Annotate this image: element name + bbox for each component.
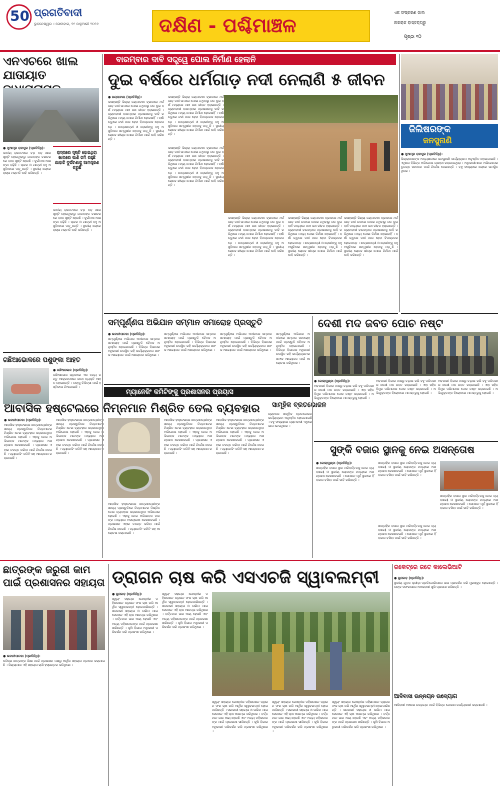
mid1-dateline: ● ଭବାନୀପାଟଣା (ପ୍ରତିନିଧି):	[108, 332, 146, 336]
paper-name: ପ୍ରଗତିବାଦୀ	[34, 8, 83, 19]
right1-headline-sub: ଜନସୁନାଣି	[423, 136, 452, 145]
crowd-shape	[401, 84, 498, 120]
right-story-1	[401, 54, 498, 310]
bot1-photo	[3, 596, 105, 650]
farmer-3	[330, 642, 342, 690]
lead-headline: ଦୁଇ ବର୍ଷରେ ଧର୍ମଗାଡ଼ ନଦୀ ନେଲାଣି ୫ ଜୀବନ	[108, 70, 385, 89]
tree-line	[224, 95, 398, 123]
bot2-dateline: ● ଜୁନାଗଡ଼ (ପ୍ରତିନିଧି):	[112, 592, 143, 596]
mid1-body-a: ସମ୍ପୂର୍ଣ୍ଣତା ଅଭିଯାନ ଅଧୀନରେ ସମ୍ମାନ ସମାରୋହ ପାଇଁ ପ୍ରସ୍ତୁତି ବୈଠକ ଅନୁଷ୍ଠିତ ହୋଇଯାଇଛି । ବିଭିନ୍ନ ବିଭାଗର ଅଧିକାରୀ ଉପସ୍ଥିତ ରହି କାର୍ଯ୍ୟକ୍ରମର ସଫଳ ଆୟୋଜନ ପାଇଁ ଆଲୋଚନା କରିଥିଲେ ।	[108, 337, 162, 358]
mid1-body-d: ସମ୍ପୂର୍ଣ୍ଣତା ଅଭିଯାନ ଅଧୀନରେ ସମ୍ମାନ ସମାରୋହ ପାଇଁ ପ୍ରସ୍ତୁତି ବୈଠକ ଅନୁଷ୍ଠିତ ହୋଇଯାଇଛି । ବିଭିନ୍ନ ବିଭାଗର ଅଧିକାରୀ ଉପସ୍ଥିତ ରହି କାର୍ଯ୍ୟକ୍ରମର ସଫଳ ଆୟୋଜନ ପାଇଁ ଆଲୋଚନା କରିଥିଲେ ।	[276, 332, 312, 365]
person-2	[354, 139, 361, 171]
left2-body: ଗଛିଆଭୋଳ ଗ୍ରାମରେ ଏକ ବନ୍ୟ ଜନ୍ତୁ ଆକ୍ରମଣରେ ଜଣେ ବ୍ୟକ୍ତି ଆହତ ହୋଇଛନ୍ତି । ତାଙ୍କୁ ଚିକିତ୍ସା ପାଇଁ ହସ୍ପିଟାଲ ନିଆଯାଇଛି ।	[53, 373, 101, 390]
bot2-body-e: ସ୍ୱୟଂ ସହାୟକ ଗୋଷ୍ଠୀର ମହିଳାମାନେ ଡ୍ରାଗନ ଫଳ ଚାଷ କରି ଆର୍ଥିକ ସ୍ୱାବଲମ୍ବୀ ହୋଇପାରିଛନ୍ତି । ସରକାରୀ ସହାୟତା ଓ ତାଲିମ ପାଇ ସେମାନେ ଏହି ଚାଷ ଆରମ୍ଭ କରିଥିଲେ । ବର୍ତ୍ତମାନ ଭଲ ଆୟ ହେଉଛି ଏବଂ ଅନ୍ୟ ମହିଳାମାନଙ୍କ ପାଇଁ ପ୍ରେରଣା ସାଜିଛନ୍ତି । କୃଷି ବିଭାଗ ଅଧିକାରୀ ପରିଦର୍ଶନ କରି ପ୍ରଶଂସା କରିଥିଲେ ।	[332, 700, 392, 729]
col-rule-d	[108, 564, 109, 786]
mid1-body-b: ସମ୍ପୂର୍ଣ୍ଣତା ଅଭିଯାନ ଅଧୀନରେ ସମ୍ମାନ ସମାରୋହ ପାଇଁ ପ୍ରସ୍ତୁତି ବୈଠକ ଅନୁଷ୍ଠିତ ହୋଇଯାଇଛି । ବିଭିନ୍ନ ବିଭାଗର ଅଧିକାରୀ ଉପସ୍ଥିତ ରହି କାର୍ଯ୍ୟକ୍ରମର ସଫଳ ଆୟୋଜନ ପାଇଁ ଆଲୋଚନା କରିଥିଲେ ।	[164, 332, 218, 353]
lead-body-col1: କଳାହାଣ୍ଡି ଜିଲ୍ଲା ଜୟପାଟଣା ବ୍ଲକରେ ଧର୍ମଗାଡ଼ ନଦୀ ଉପରେ ପୋଲ ନଥିବାରୁ ଗତ ଦୁଇ ବର୍ଷ ମଧ୍ୟରେ ପାଞ୍ଚ ଜଣ ଜୀବନ ହରାଇଛନ୍ତି । ଗ୍ରାମବାସୀ ବାରମ୍ବାର ପ୍ରଶାସନକୁ ଦାବି କରିଥିଲେ ମଧ୍ୟ ପୋଲ ନିର୍ମାଣ ହୋଇନାହିଁ । ବର୍ଷା ଋତୁରେ ନଦୀ ପାର ହେବା ବିପଜ୍ଜନକ ହୋଇପଡ଼େ । ଛାତ୍ରଛାତ୍ରୀ ଓ ରୋଗୀଙ୍କୁ ବହୁ ଅସୁବିଧାର ସମ୍ମୁଖୀନ ହେବାକୁ ପଡ଼ୁଛି । ସ୍ଥାନୀୟ ଲୋକେ ଶୀଘ୍ର ପୋଲ ନିର୍ମାଣ ପାଇଁ ଦାବି କରିଛନ୍ତି ।	[108, 100, 166, 141]
mid2-body-a: ଅବକାରୀ ବିଭାଗ ପକ୍ଷରୁ ଚଢ଼ାଉ କରି ବହୁ ପରିମାଣର ଦେଶୀ ମଦ ଜବତ କରାଯାଇଛି । ଏହା ସହିତ ବିପୁଳ ପରିମାଣର ପୋଚ ନଷ୍ଟ କରାଯାଇଛି । ଅଭିଯୁକ୍ତଙ୍କ ବିରୋଧରେ ମାମଲା ରୁଜୁ ହୋଇଛି ।	[314, 384, 376, 401]
mid3-body-a: ଆବାସିକ ହଷ୍ଟେଲରେ ଛାତ୍ରଛାତ୍ରୀଙ୍କ ଖାଦ୍ୟ ପ୍ରସ୍ତୁତିରେ ନିମ୍ନମାନର ମିଶ୍ରିତ ତେଲ ବ୍ୟବହାର କରାଯାଉଥିବା ଅଭିଯୋଗ ହୋଇଛି । ଏହାକୁ ନେଇ ଅଭିଭାବକ ମାନଙ୍କ ମଧ୍ୟରେ ଅସନ୍ତୋଷ ଦେଖାଦେଇଛି । ପ୍ରଶାସନ ଏହାର ତଦନ୍ତ କରିବା ପାଇଁ ନିର୍ଦ୍ଦେଶ ଦେଇଛି । ମ୍ୟାନେଜିଂ କମିଟି ସହ ଆଲୋଚନା କରାଯାଇଛି ।	[4, 423, 54, 460]
left-rule-1	[3, 352, 101, 353]
mid5-body-c: ସାପ୍ତାହିକ ବଜାର ସ୍ଥାନ ପରିବର୍ତ୍ତନକୁ ନେଇ ବ୍ୟବସାୟୀ ଓ ସ୍ଥାନୀୟ ଲୋକଙ୍କ ମଧ୍ୟରେ ଅସନ୍ତୋଷ ଦେଖାଦେଇଛି । ସେମାନେ ପୂର୍ବ ସ୍ଥାନରେ ହିଁ ବଜାର ବସିବା ପାଇଁ ଦାବି କରିଛନ୍ତି ।	[440, 494, 500, 511]
mid2-body-b: ଅବକାରୀ ବିଭାଗ ପକ୍ଷରୁ ଚଢ଼ାଉ କରି ବହୁ ପରିମାଣର ଦେଶୀ ମଦ ଜବତ କରାଯାଇଛି । ଏହା ସହିତ ବିପୁଳ ପରିମାଣର ପୋଚ ନଷ୍ଟ କରାଯାଇଛି । ଅଭିଯୁକ୍ତଙ୍କ ବିରୋଧରେ ମାମଲା ରୁଜୁ ହୋଇଛି ।	[376, 379, 438, 396]
bot1-body: ଦରିଦ୍ର ଛାତ୍ରଙ୍କ ଶିକ୍ଷା ପାଇଁ ପ୍ରଶାସନ ପକ୍ଷରୁ ଆର୍ଥିକ ସହାୟତା ପ୍ରଦାନ କରାଯାଇଛି । ଜିଲ୍ଲାପାଳ ଏହି ସହାୟତା ରାଶି ହସ୍ତାନ୍ତର କରିଥିଲେ ।	[3, 659, 105, 668]
bot3-dateline: ● ଜୁନାଗଡ଼ (ପ୍ରତିନିଧି):	[394, 576, 425, 580]
patient-shape	[11, 384, 41, 394]
mid-rule-5	[314, 441, 498, 442]
left1-body-2: ଜାତୀୟ ରାଜପଥରେ ବଡ଼ ବଡ଼ ଖାଲ ସୃଷ୍ଟି ହୋଇଥିବାରୁ ଯାନବାହନ ଚଳାଚଳରେ ବାଧା ସୃଷ୍ଟି ହେଉଛି । ଦୁର୍ଘଟଣା ଆଶଙ୍କା ବଢ଼ିଛି । ଚାଳକ ଓ ଯାତ୍ରୀ ବହୁ ଅସୁବିଧାରେ ପଡ଼ୁଛନ୍ତି । ସ୍ଥାନୀୟ ଲୋକେ ରାସ୍ତା ମରାମତି ଦାବି କରିଛନ୍ତି ।	[53, 208, 101, 233]
bottom-rule	[0, 560, 500, 561]
mid3-kicker-bar	[104, 387, 310, 397]
col-rule-b	[399, 54, 400, 312]
masthead	[0, 0, 500, 52]
mid5-body-d: ସାପ୍ତାହିକ ବଜାର ସ୍ଥାନ ପରିବର୍ତ୍ତନକୁ ନେଇ ବ୍ୟବସାୟୀ ଓ ସ୍ଥାନୀୟ ଲୋକଙ୍କ ମଧ୍ୟରେ ଅସନ୍ତୋଷ ଦେଖାଦେଇଛି । ସେମାନେ ପୂର୍ବ ସ୍ଥାନରେ ହିଁ ବଜାର ବସିବା ପାଇଁ ଦାବି କରିଛନ୍ତି ।	[378, 524, 438, 541]
date-line: ଭୁବନେଶ୍ୱର । ସୋମବାର, ୧୯ ଜାନୁଆରୀ ୨୦୨୬	[34, 22, 99, 26]
bowl-shape	[116, 466, 152, 492]
lead-body-col2b: କଳାହାଣ୍ଡି ଜିଲ୍ଲା ଜୟପାଟଣା ବ୍ଲକରେ ଧର୍ମଗାଡ଼ ନଦୀ ଉପରେ ପୋଲ ନଥିବାରୁ ଗତ ଦୁଇ ବର୍ଷ ମଧ୍ୟରେ ପାଞ୍ଚ ଜଣ ଜୀବନ ହରାଇଛନ୍ତି । ଗ୍ରାମବାସୀ ବାରମ୍ବାର ପ୍ରଶାସନକୁ ଦାବି କରିଥିଲେ ମଧ୍ୟ ପୋଲ ନିର୍ମାଣ ହୋଇନାହିଁ । ବର୍ଷା ଋତୁରେ ନଦୀ ପାର ହେବା ବିପଜ୍ଜନକ ହୋଇପଡ଼େ । ଛାତ୍ରଛାତ୍ରୀ ଓ ରୋଗୀଙ୍କୁ ବହୁ ଅସୁବିଧାର ସମ୍ମୁଖୀନ ହେବାକୁ ପଡ଼ୁଛି । ସ୍ଥାନୀୟ ଲୋକେ ଶୀଘ୍ର ପୋଲ ନିର୍ମାଣ ପାଇଁ ଦାବି କରିଛନ୍ତି ।	[168, 146, 224, 187]
right1-dateline: ● ଥୁଆମୂଳ ରାମପୁର (ପ୍ରତିନିଧି):	[401, 152, 443, 156]
mid2-headline: ଦେଶୀ ମଦ ଜବତ ପୋଚ ନଷ୍ଟ	[318, 317, 444, 330]
lead-rule	[104, 313, 398, 314]
left-story-1	[3, 54, 101, 350]
mid4-body-a: ଗ୍ରାମରେ ସାମୂହିକ ବ୍ରତଭୋଜନ କାର୍ଯ୍ୟକ୍ରମ ଅନୁଷ୍ଠିତ ହୋଇଯାଇଛି । ବହୁ ସଂଖ୍ୟାରେ ଗ୍ରାମବାସୀ ଏଥିରେ ଭାଗ ନେଇଥିଲେ ।	[268, 412, 312, 429]
bot2-body-d: ସ୍ୱୟଂ ସହାୟକ ଗୋଷ୍ଠୀର ମହିଳାମାନେ ଡ୍ରାଗନ ଫଳ ଚାଷ କରି ଆର୍ଥିକ ସ୍ୱାବଲମ୍ବୀ ହୋଇପାରିଛନ୍ତି । ସରକାରୀ ସହାୟତା ଓ ତାଲିମ ପାଇ ସେମାନେ ଏହି ଚାଷ ଆରମ୍ଭ କରିଥିଲେ । ବର୍ତ୍ତମାନ ଭଲ ଆୟ ହେଉଛି ଏବଂ ଅନ୍ୟ ମହିଳାମାନଙ୍କ ପାଇଁ ପ୍ରେରଣା ସାଜିଛନ୍ତି । କୃଷି ବିଭାଗ ଅଧିକାରୀ ପରିଦର୍ଶନ କରି ପ୍ରଶଂସା କରିଥିଲେ ।	[272, 700, 330, 733]
page-number: ପୃଷ୍ଠା ୧୦	[404, 35, 422, 40]
mid5-dateline: ● ଗୋଲାମୁଣ୍ଡା (ପ୍ରତିନିଧି):	[316, 461, 353, 465]
right1-headline-box	[401, 124, 498, 148]
bot3-sub: ଆଦିବାସୀ ଉନ୍ନୟନ ଉଦ୍ୟୋଗ	[394, 694, 458, 700]
section-banner	[152, 10, 370, 42]
bot1-people	[11, 610, 97, 650]
mid4-headline: ସାମୂହିକ ବ୍ରତଭୋଜନ	[272, 401, 327, 409]
district-text: ନାଗରାକ ବାସ୍ତବ୍ୟରୁ	[394, 20, 426, 25]
edition-text: ଏକ ସଂସ୍କରଣ ଜାଲ	[394, 10, 425, 15]
lead-flood-photo	[224, 95, 398, 213]
logo-number: 50	[10, 9, 30, 25]
mid1-body-c: ସମ୍ପୂର୍ଣ୍ଣତା ଅଭିଯାନ ଅଧୀନରେ ସମ୍ମାନ ସମାରୋହ ପାଇଁ ପ୍ରସ୍ତୁତି ବୈଠକ ଅନୁଷ୍ଠିତ ହୋଇଯାଇଛି । ବିଭିନ୍ନ ବିଭାଗର ଅଧିକାରୀ ଉପସ୍ଥିତ ରହି କାର୍ଯ୍ୟକ୍ରମର ସଫଳ ଆୟୋଜନ ପାଇଁ ଆଲୋଚନା କରିଥିଲେ ।	[220, 332, 274, 353]
mid5-market-photo	[440, 461, 498, 491]
masthead-rule	[0, 50, 500, 52]
oil-tin-shape	[118, 422, 150, 452]
bot2-body-a: ସ୍ୱୟଂ ସହାୟକ ଗୋଷ୍ଠୀର ମହିଳାମାନେ ଡ୍ରାଗନ ଫଳ ଚାଷ କରି ଆର୍ଥିକ ସ୍ୱାବଲମ୍ବୀ ହୋଇପାରିଛନ୍ତି । ସରକାରୀ ସହାୟତା ଓ ତାଲିମ ପାଇ ସେମାନେ ଏହି ଚାଷ ଆରମ୍ଭ କରିଥିଲେ । ବର୍ତ୍ତମାନ ଭଲ ଆୟ ହେଉଛି ଏବଂ ଅନ୍ୟ ମହିଳାମାନଙ୍କ ପାଇଁ ପ୍ରେରଣା ସାଜିଛନ୍ତି । କୃଷି ବିଭାଗ ଅଧିକାରୀ ପରିଦର୍ଶନ କରି ପ୍ରଶଂସା କରିଥିଲେ ।	[112, 597, 160, 634]
bot2-body-c: ସ୍ୱୟଂ ସହାୟକ ଗୋଷ୍ଠୀର ମହିଳାମାନେ ଡ୍ରାଗନ ଫଳ ଚାଷ କରି ଆର୍ଥିକ ସ୍ୱାବଲମ୍ବୀ ହୋଇପାରିଛନ୍ତି । ସରକାରୀ ସହାୟତା ଓ ତାଲିମ ପାଇ ସେମାନେ ଏହି ଚାଷ ଆରମ୍ଭ କରିଥିଲେ । ବର୍ତ୍ତମାନ ଭଲ ଆୟ ହେଉଛି ଏବଂ ଅନ୍ୟ ମହିଳାମାନଙ୍କ ପାଇଁ ପ୍ରେରଣା ସାଜିଛନ୍ତି । କୃଷି ବିଭାଗ ଅଧିକାରୀ ପରିଦର୍ଶନ କରି ପ୍ରଶଂସା କରିଥିଲେ ।	[212, 700, 270, 733]
person-3	[370, 143, 377, 171]
left2-headline: ଗଛିଆଭୋଳରେ ପଶୁଙ୍କା ଆହତ	[3, 356, 81, 364]
bot1-dateline: ● ଭବାନୀପାଟଣା (ପ୍ରତିନିଧି):	[3, 654, 41, 658]
left1-quote: ରାସ୍ତାରେ ସୃଷ୍ଟି ହୋଇଥିବା ଖାଲରେ ପାଣି ଜମି ରହୁଛି ଯାହାକି ଦୁର୍ଘଟଣାକୁ ଆମନ୍ତ୍ରଣ କରୁଛି	[54, 150, 101, 170]
mid5-headline: ସୁଙ୍କି ବଜାର ସ୍ଥାନକୁ ନେଇ ଅସନ୍ତୋଷ	[330, 445, 475, 456]
mid2-dateline: ● ଗୋଲାମୁଣ୍ଡା (ପ୍ରତିନିଧି):	[314, 379, 351, 383]
right-rule-1	[401, 313, 498, 314]
bot2-farm-photo	[212, 592, 390, 696]
mid2-body-c: ଅବକାରୀ ବିଭାଗ ପକ୍ଷରୁ ଚଢ଼ାଉ କରି ବହୁ ପରିମାଣର ଦେଶୀ ମଦ ଜବତ କରାଯାଇଛି । ଏହା ସହିତ ବିପୁଳ ପରିମାଣର ପୋଚ ନଷ୍ଟ କରାଯାଇଛି । ଅଭିଯୁକ୍ତଙ୍କ ବିରୋଧରେ ମାମଲା ରୁଜୁ ହୋଇଛି ।	[438, 379, 500, 396]
right1-body: ଜିଲ୍ଲାପାଳଙ୍କ ଅଧ୍ୟକ୍ଷତାରେ ଜନସୁଣାଣି କାର୍ଯ୍ୟକ୍ରମ ଅନୁଷ୍ଠିତ ହୋଇଯାଇଛି । ଏଥିରେ ବିଭିନ୍ନ ଅଭିଯୋଗ ଗ୍ରହଣ କରାଯାଇଥିଲା । ଅଧିକାରୀମାନେ ଅଭିଯୋଗର ତୁରନ୍ତ ସମାଧାନ ପାଇଁ ନିର୍ଦ୍ଦେଶ ଦେଇଛନ୍ତି । ବହୁ ସଂଖ୍ୟାରେ ଲୋକେ ଉପସ୍ଥିତ ଥିଲେ ।	[401, 157, 500, 174]
bot3-headline: ରକେଟ୍‌ରେ ଜତେ କାଲେଭିଆଟି	[394, 564, 463, 571]
bot2-headline: ଡ୍ରାଗନ ଚାଷ କରି ଏସଏଚଜି ସ୍ୱାବଲମ୍ବୀ	[112, 568, 380, 588]
bottom-story-3	[394, 564, 498, 786]
bot3-body: ସ୍ଥାନୀୟ ଯୁବକ କ୍ରୀଡ଼ା ପ୍ରତିଯୋଗିତାରେ ଭଲ ପ୍ରଦର୍ଶନ କରି ପୁରସ୍କୃତ ହୋଇଛନ୍ତି । ତାଙ୍କ ସଫଳତାରେ ଅଞ୍ଚଳବାସୀ ଖୁସି ପ୍ରକାଶ କରିଛନ୍ତି ।	[394, 581, 500, 590]
farmer-1	[272, 644, 284, 690]
left1-quote-box	[53, 146, 101, 204]
shed-shape	[444, 471, 494, 489]
mid3-dateline: ● ଭବାନୀପାଟଣା (ପ୍ରତିନିଧି):	[4, 418, 42, 422]
person-4	[384, 141, 390, 171]
mid3-body-b: ଆବାସିକ ହଷ୍ଟେଲରେ ଛାତ୍ରଛାତ୍ରୀଙ୍କ ଖାଦ୍ୟ ପ୍ରସ୍ତୁତିରେ ନିମ୍ନମାନର ମିଶ୍ରିତ ତେଲ ବ୍ୟବହାର କରାଯାଉଥିବା ଅଭିଯୋଗ ହୋଇଛି । ଏହାକୁ ନେଇ ଅଭିଭାବକ ମାନଙ୍କ ମଧ୍ୟରେ ଅସନ୍ତୋଷ ଦେଖାଦେଇଛି । ପ୍ରଶାସନ ଏହାର ତଦନ୍ତ କରିବା ପାଇଁ ନିର୍ଦ୍ଦେଶ ଦେଇଛି । ମ୍ୟାନେଜିଂ କମିଟି ସହ ଆଲୋଚନା କରାଯାଇଛି ।	[56, 418, 106, 455]
bottom-story-1	[3, 564, 107, 786]
bot1-headline: ଛାତ୍ରଙ୍କ ଜରୁରୀ କାମ ପାଇଁ ପ୍ରଶାସନର ସହାୟତା	[3, 565, 105, 589]
mid1-headline: ସମ୍ପୂର୍ଣ୍ଣତା ଅଭିଯାନ ସମ୍ମାନ ସମାରୋହ ପ୍ରସ୍ତୁତି	[108, 318, 263, 327]
mid5-body-b: ସାପ୍ତାହିକ ବଜାର ସ୍ଥାନ ପରିବର୍ତ୍ତନକୁ ନେଇ ବ୍ୟବସାୟୀ ଓ ସ୍ଥାନୀୟ ଲୋକଙ୍କ ମଧ୍ୟରେ ଅସନ୍ତୋଷ ଦେଖାଦେଇଛି । ସେମାନେ ପୂର୍ବ ସ୍ଥାନରେ ହିଁ ବଜାର ବସିବା ପାଇଁ ଦାବି କରିଛନ୍ତି ।	[378, 461, 438, 478]
section-title: ଦକ୍ଷିଣ - ପଶ୍ଚିମାଞ୍ଚଳ	[159, 15, 297, 37]
lead-body-col4: କଳାହାଣ୍ଡି ଜିଲ୍ଲା ଜୟପାଟଣା ବ୍ଲକରେ ଧର୍ମଗାଡ଼ ନଦୀ ଉପରେ ପୋଲ ନଥିବାରୁ ଗତ ଦୁଇ ବର୍ଷ ମଧ୍ୟରେ ପାଞ୍ଚ ଜଣ ଜୀବନ ହରାଇଛନ୍ତି । ଗ୍ରାମବାସୀ ବାରମ୍ବାର ପ୍ରଶାସନକୁ ଦାବି କରିଥିଲେ ମଧ୍ୟ ପୋଲ ନିର୍ମାଣ ହୋଇନାହିଁ । ବର୍ଷା ଋତୁରେ ନଦୀ ପାର ହେବା ବିପଜ୍ଜନକ ହୋଇପଡ଼େ । ଛାତ୍ରଛାତ୍ରୀ ଓ ରୋଗୀଙ୍କୁ ବହୁ ଅସୁବିଧାର ସମ୍ମୁଖୀନ ହେବାକୁ ପଡ଼ୁଛି । ସ୍ଥାନୀୟ ଲୋକେ ଶୀଘ୍ର ପୋଲ ନିର୍ମାଣ ପାଇଁ ଦାବି କରିଛନ୍ତି ।	[288, 216, 344, 257]
trellis-rows	[212, 612, 390, 652]
mid-rule-2	[104, 384, 310, 385]
mid5-body-a: ସାପ୍ତାହିକ ବଜାର ସ୍ଥାନ ପରିବର୍ତ୍ତନକୁ ନେଇ ବ୍ୟବସାୟୀ ଓ ସ୍ଥାନୀୟ ଲୋକଙ୍କ ମଧ୍ୟରେ ଅସନ୍ତୋଷ ଦେଖାଦେଇଛି । ସେମାନେ ପୂର୍ବ ସ୍ଥାନରେ ହିଁ ବଜାର ବସିବା ପାଇଁ ଦାବି କରିଛନ୍ତି ।	[316, 466, 376, 483]
paper-logo	[6, 4, 32, 30]
mid3-body-e: ଆବାସିକ ହଷ୍ଟେଲରେ ଛାତ୍ରଛାତ୍ରୀଙ୍କ ଖାଦ୍ୟ ପ୍ରସ୍ତୁତିରେ ନିମ୍ନମାନର ମିଶ୍ରିତ ତେଲ ବ୍ୟବହାର କରାଯାଉଥିବା ଅଭିଯୋଗ ହୋଇଛି । ଏହାକୁ ନେଇ ଅଭିଭାବକ ମାନଙ୍କ ମଧ୍ୟରେ ଅସନ୍ତୋଷ ଦେଖାଦେଇଛି । ପ୍ରଶାସନ ଏହାର ତଦନ୍ତ କରିବା ପାଇଁ ନିର୍ଦ୍ଦେଶ ଦେଇଛି । ମ୍ୟାନେଜିଂ କମିଟି ସହ ଆଲୋଚନା କରାଯାଇଛି ।	[216, 418, 266, 455]
person-1	[340, 141, 347, 171]
mid3-kicker: ମ୍ୟାନେଜିଂ କମିଟିଙ୍କୁ ପ୍ରଶାସନର ପ୍ରୟାସ	[126, 388, 234, 396]
road-shape	[21, 110, 81, 142]
bot3-sub-body: ଆଦିବାସୀ ଅଞ୍ଚଳର ଉନ୍ନୟନ ପାଇଁ ବିଭିନ୍ନ ଯୋଜନା କାର୍ଯ୍ୟକାରୀ କରାଯାଉଛି ।	[394, 703, 488, 707]
mid3-body-c: ଆବାସିକ ହଷ୍ଟେଲରେ ଛାତ୍ରଛାତ୍ରୀଙ୍କ ଖାଦ୍ୟ ପ୍ରସ୍ତୁତିରେ ନିମ୍ନମାନର ମିଶ୍ରିତ ତେଲ ବ୍ୟବହାର କରାଯାଉଥିବା ଅଭିଯୋଗ ହୋଇଛି । ଏହାକୁ ନେଇ ଅଭିଭାବକ ମାନଙ୍କ ମଧ୍ୟରେ ଅସନ୍ତୋଷ ଦେଖାଦେଇଛି । ପ୍ରଶାସନ ଏହାର ତଦନ୍ତ କରିବା ପାଇଁ ନିର୍ଦ୍ଦେଶ ଦେଇଛି । ମ୍ୟାନେଜିଂ କମିଟି ସହ ଆଲୋଚନା କରାଯାଇଛି ।	[108, 502, 162, 535]
left2-dateline: ● ଗଛିଆଭୋଳ (ପ୍ରତିନିଧି):	[53, 368, 89, 372]
bot2-body-b: ସ୍ୱୟଂ ସହାୟକ ଗୋଷ୍ଠୀର ମହିଳାମାନେ ଡ୍ରାଗନ ଫଳ ଚାଷ କରି ଆର୍ଥିକ ସ୍ୱାବଲମ୍ବୀ ହୋଇପାରିଛନ୍ତି । ସରକାରୀ ସହାୟତା ଓ ତାଲିମ ପାଇ ସେମାନେ ଏହି ଚାଷ ଆରମ୍ଭ କରିଥିଲେ । ବର୍ତ୍ତମାନ ଭଲ ଆୟ ହେଉଛି ଏବଂ ଅନ୍ୟ ମହିଳାମାନଙ୍କ ପାଇଁ ପ୍ରେରଣା ସାଜିଛନ୍ତି । କୃଷି ବିଭାଗ ଅଧିକାରୀ ପରିଦର୍ଶନ କରି ପ୍ରଶଂସା କରିଥିଲେ ।	[162, 592, 210, 629]
lead-body-col3: କଳାହାଣ୍ଡି ଜିଲ୍ଲା ଜୟପାଟଣା ବ୍ଲକରେ ଧର୍ମଗାଡ଼ ନଦୀ ଉପରେ ପୋଲ ନଥିବାରୁ ଗତ ଦୁଇ ବର୍ଷ ମଧ୍ୟରେ ପାଞ୍ଚ ଜଣ ଜୀବନ ହରାଇଛନ୍ତି । ଗ୍ରାମବାସୀ ବାରମ୍ବାର ପ୍ରଶାସନକୁ ଦାବି କରିଥିଲେ ମଧ୍ୟ ପୋଲ ନିର୍ମାଣ ହୋଇନାହିଁ । ବର୍ଷା ଋତୁରେ ନଦୀ ପାର ହେବା ବିପଜ୍ଜନକ ହୋଇପଡ଼େ । ଛାତ୍ରଛାତ୍ରୀ ଓ ରୋଗୀଙ୍କୁ ବହୁ ଅସୁବିଧାର ସମ୍ମୁଖୀନ ହେବାକୁ ପଡ଼ୁଛି । ସ୍ଥାନୀୟ ଲୋକେ ଶୀଘ୍ର ପୋଲ ନିର୍ମାଣ ପାଇଁ ଦାବି କରିଛନ୍ତି ।	[228, 216, 286, 257]
left1-photo	[3, 88, 99, 142]
left1-headline: ଏନଏଚରେ ଖାଲ ଯାତାୟାତ	[3, 54, 79, 82]
left1-body: ଜାତୀୟ ରାଜପଥରେ ବଡ଼ ବଡ଼ ଖାଲ ସୃଷ୍ଟି ହୋଇଥିବାରୁ ଯାନବାହନ ଚଳାଚଳରେ ବାଧା ସୃଷ୍ଟି ହେଉଛି । ଦୁର୍ଘଟଣା ଆଶଙ୍କା ବଢ଼ିଛି । ଚାଳକ ଓ ଯାତ୍ରୀ ବହୁ ଅସୁବିଧାରେ ପଡ଼ୁଛନ୍ତି । ସ୍ଥାନୀୟ ଲୋକେ ରାସ୍ତା ମରାମତି ଦାବି କରିଛନ୍ତି ।	[3, 151, 53, 176]
mid3-body-d: ଆବାସିକ ହଷ୍ଟେଲରେ ଛାତ୍ରଛାତ୍ରୀଙ୍କ ଖାଦ୍ୟ ପ୍ରସ୍ତୁତିରେ ନିମ୍ନମାନର ମିଶ୍ରିତ ତେଲ ବ୍ୟବହାର କରାଯାଉଥିବା ଅଭିଯୋଗ ହୋଇଛି । ଏହାକୁ ନେଇ ଅଭିଭାବକ ମାନଙ୍କ ମଧ୍ୟରେ ଅସନ୍ତୋଷ ଦେଖାଦେଇଛି । ପ୍ରଶାସନ ଏହାର ତଦନ୍ତ କରିବା ପାଇଁ ନିର୍ଦ୍ଦେଶ ଦେଇଛି । ମ୍ୟାନେଜିଂ କମିଟି ସହ ଆଲୋଚନା କରାଯାଇଛି ।	[164, 418, 214, 455]
lead-body-col5: କଳାହାଣ୍ଡି ଜିଲ୍ଲା ଜୟପାଟଣା ବ୍ଲକରେ ଧର୍ମଗାଡ଼ ନଦୀ ଉପରେ ପୋଲ ନଥିବାରୁ ଗତ ଦୁଇ ବର୍ଷ ମଧ୍ୟରେ ପାଞ୍ଚ ଜଣ ଜୀବନ ହରାଇଛନ୍ତି । ଗ୍ରାମବାସୀ ବାରମ୍ବାର ପ୍ରଶାସନକୁ ଦାବି କରିଥିଲେ ମଧ୍ୟ ପୋଲ ନିର୍ମାଣ ହୋଇନାହିଁ । ବର୍ଷା ଋତୁରେ ନଦୀ ପାର ହେବା ବିପଜ୍ଜନକ ହୋଇପଡ଼େ । ଛାତ୍ରଛାତ୍ରୀ ଓ ରୋଗୀଙ୍କୁ ବହୁ ଅସୁବିଧାର ସମ୍ମୁଖୀନ ହେବାକୁ ପଡ଼ୁଛି । ସ୍ଥାନୀୟ ଲୋକେ ଶୀଘ୍ର ପୋଲ ନିର୍ମାଣ ପାଇଁ ଦାବି କରିଛନ୍ତି ।	[344, 216, 398, 257]
right1-headline-top: ଜିଲିଷରଙ୍କ	[409, 125, 451, 135]
lead-kicker: ବାରମ୍ବାର ଦାବି ସତ୍ତ୍ୱେ ପୋଲ ନିର୍ମାଣ ହେଲାନି	[116, 55, 256, 64]
col-rule-e	[392, 564, 393, 786]
lead-body-col2: କଳାହାଣ୍ଡି ଜିଲ୍ଲା ଜୟପାଟଣା ବ୍ଲକରେ ଧର୍ମଗାଡ଼ ନଦୀ ଉପରେ ପୋଲ ନଥିବାରୁ ଗତ ଦୁଇ ବର୍ଷ ମଧ୍ୟରେ ପାଞ୍ଚ ଜଣ ଜୀବନ ହରାଇଛନ୍ତି ଗ୍ରାମବାସୀ ବାରମ୍ବାର ପ୍ରଶାସନକୁ ଦାବି କରିଥିଲେ ମଧ୍ୟ ପୋଲ ନିର୍ମାଣ ହୋଇନାହିଁ । ବର୍ଷା ଋତୁରେ ନଦୀ ପାର ହେବା ବିପଜ୍ଜନକ ହୋଇପଡ଼େ । ଛାତ୍ରଛାତ୍ରୀ ଓ ରୋଗୀଙ୍କୁ ବହୁ ଅସୁବିଧାର ସମ୍ମୁଖୀନ ହେବାକୁ ପଡ଼ୁଛି । ସ୍ଥାନୀୟ ଲୋକେ ଶୀଘ୍ର ପୋଲ ନିର୍ମାଣ ପାଇଁ ଦାବି କରିଛନ୍ତି ।	[168, 95, 224, 136]
left2-photo	[3, 368, 49, 404]
right1-photo	[401, 54, 498, 120]
col-rule-c	[312, 316, 313, 558]
left1-dateline: ● ଥୁଆମୂଳ ରାମପୁର (ପ୍ରତିନିଧି):	[3, 146, 45, 150]
mid3-headline: ଆବାସିକ ହଷ୍ଟେଲରେ ନିମ୍ନମାନ ମିଶ୍ରିତ ତେଲ ବ୍ୟବହାର	[4, 401, 260, 415]
farmer-2	[304, 642, 316, 690]
lead-kicker-bar	[104, 54, 396, 65]
officials-row	[324, 336, 488, 356]
pots-row	[318, 356, 494, 374]
mid3-oil-photo	[108, 418, 160, 454]
mid2-photo	[314, 332, 498, 376]
lead-dateline: ● ଜୟପାଟଣା (ପ୍ରତିନିଧି):	[108, 95, 142, 99]
col-rule-a	[102, 54, 103, 558]
mid3-food-photo	[108, 458, 160, 498]
